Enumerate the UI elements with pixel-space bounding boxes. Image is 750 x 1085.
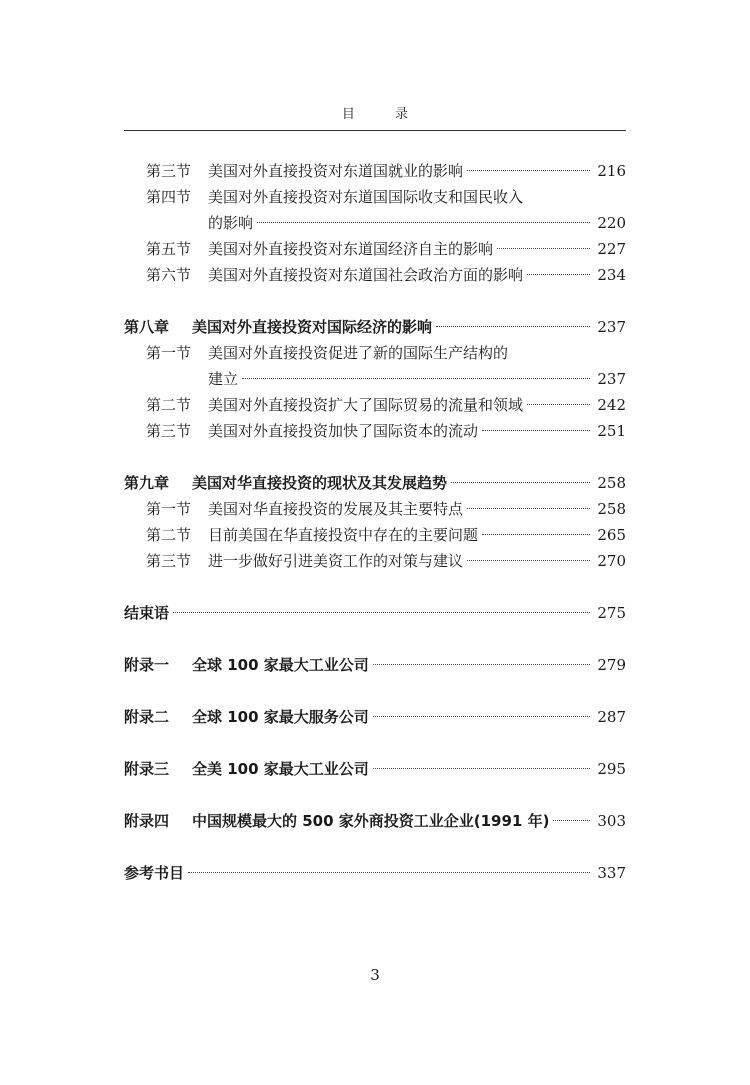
spacer (124, 782, 626, 808)
toc-entry-ch7-sec6[interactable] (124, 262, 626, 288)
appendix-title: 中国规模最大的 500 家外商投资工业企业(1991 年) (192, 812, 550, 830)
page-number: 220 (597, 214, 626, 232)
chapter-number: 第九章 (124, 474, 170, 492)
page-number: 303 (597, 812, 626, 830)
section-number: 第三节 (146, 162, 192, 180)
dot-leader (482, 430, 590, 431)
toc-entry-ch8-sec1[interactable] (124, 340, 626, 392)
page-number: 287 (597, 708, 626, 726)
section-title: 美国对外直接投资加快了国际资本的流动 (208, 422, 479, 440)
page-number: 258 (597, 474, 626, 492)
chapter-number: 第八章 (124, 318, 170, 336)
toc-entry-ch9-sec2[interactable] (124, 522, 626, 548)
spacer (124, 678, 626, 704)
dot-leader (451, 482, 590, 483)
section-number: 第二节 (146, 396, 192, 414)
page-number: 216 (597, 162, 626, 180)
section-number: 第三节 (146, 552, 192, 570)
dot-leader (467, 508, 590, 509)
section-title: 美国对华直接投资的发展及其主要特点 (208, 500, 464, 518)
section-number: 第一节 (146, 500, 192, 518)
dot-leader (553, 820, 590, 821)
toc-entry-chapter-8[interactable] (124, 314, 626, 340)
toc-entry-bibliography[interactable] (124, 860, 626, 886)
dot-leader (436, 326, 590, 327)
appendix-number: 附录四 (124, 812, 170, 830)
toc-entry-ch9-sec1[interactable] (124, 496, 626, 522)
chapter-title: 美国对外直接投资对国际经济的影响 (192, 318, 433, 336)
dot-leader (527, 274, 590, 275)
page-number: 237 (597, 370, 626, 388)
page-number: 242 (597, 396, 626, 414)
page-number: 275 (597, 604, 626, 622)
dot-leader (497, 248, 590, 249)
spacer (124, 444, 626, 470)
dot-leader (467, 170, 590, 171)
appendix-title: 全球 100 家最大服务公司 (192, 708, 369, 726)
dot-leader (467, 560, 590, 561)
section-title-continued: 的影响 (208, 214, 254, 232)
spacer (124, 730, 626, 756)
page-number: 295 (597, 760, 626, 778)
section-title: 目前美国在华直接投资中存在的主要问题 (208, 526, 479, 544)
page-number: 265 (597, 526, 626, 544)
dot-leader (373, 768, 590, 769)
toc-entry-conclusion[interactable] (124, 600, 626, 626)
toc-entry-appendix-4[interactable] (124, 808, 626, 834)
spacer (124, 288, 626, 314)
section-title: 进一步做好引进美资工作的对策与建议 (208, 552, 464, 570)
toc-entry-ch7-sec3[interactable] (124, 158, 626, 184)
section-title: 美国对外直接投资对东道国经济自主的影响 (208, 240, 494, 258)
page-number: 270 (597, 552, 626, 570)
dot-leader (188, 872, 590, 873)
appendix-title: 全球 100 家最大工业公司 (192, 656, 369, 674)
page-number: 234 (597, 266, 626, 284)
page-number: 258 (597, 500, 626, 518)
toc-entry-ch7-sec5[interactable] (124, 236, 626, 262)
dot-leader (257, 222, 590, 223)
toc-entry-appendix-2[interactable] (124, 704, 626, 730)
toc-entry-appendix-3[interactable] (124, 756, 626, 782)
section-title: 美国对外直接投资对东道国国际收支和国民收入 (208, 188, 524, 206)
chapter-title: 结束语 (124, 604, 170, 622)
dot-leader (373, 716, 590, 717)
dot-leader (173, 612, 590, 613)
section-title: 美国对外直接投资对东道国社会政治方面的影响 (208, 266, 524, 284)
appendix-number: 附录一 (124, 656, 170, 674)
appendix-number: 附录二 (124, 708, 170, 726)
spacer (124, 574, 626, 600)
toc-entry-chapter-9[interactable] (124, 470, 626, 496)
section-number: 第三节 (146, 422, 192, 440)
page-number: 279 (597, 656, 626, 674)
page-number: 237 (597, 318, 626, 336)
toc-entry-ch8-sec3[interactable] (124, 418, 626, 444)
toc-entry-ch9-sec3[interactable] (124, 548, 626, 574)
running-header: 目 录 (341, 107, 427, 122)
chapter-title: 美国对华直接投资的现状及其发展趋势 (192, 474, 448, 492)
dot-leader (242, 378, 590, 379)
page-number: 337 (597, 864, 626, 882)
section-title: 美国对外直接投资对东道国就业的影响 (208, 162, 464, 180)
section-number: 第四节 (146, 188, 192, 206)
dot-leader (527, 404, 590, 405)
chapter-title: 参考书目 (124, 864, 185, 882)
section-title-continued: 建立 (208, 370, 239, 388)
section-number: 第五节 (146, 240, 192, 258)
section-number: 第一节 (146, 344, 192, 362)
toc-entry-appendix-1[interactable] (124, 652, 626, 678)
dot-leader (373, 664, 590, 665)
header-rule (124, 130, 626, 131)
section-number: 第二节 (146, 526, 192, 544)
toc-entry-ch7-sec4[interactable] (124, 184, 626, 236)
section-title: 美国对外直接投资促进了新的国际生产结构的 (208, 344, 509, 362)
appendix-number: 附录三 (124, 760, 170, 778)
appendix-title: 全美 100 家最大工业公司 (192, 760, 369, 778)
page-footer-number: 3 (370, 966, 380, 984)
page-number: 227 (597, 240, 626, 258)
spacer (124, 626, 626, 652)
section-number: 第六节 (146, 266, 192, 284)
dot-leader (482, 534, 590, 535)
page-number: 251 (597, 422, 626, 440)
toc-entry-ch8-sec2[interactable] (124, 392, 626, 418)
table-of-contents (124, 158, 626, 886)
spacer (124, 834, 626, 860)
section-title: 美国对外直接投资扩大了国际贸易的流量和领域 (208, 396, 524, 414)
